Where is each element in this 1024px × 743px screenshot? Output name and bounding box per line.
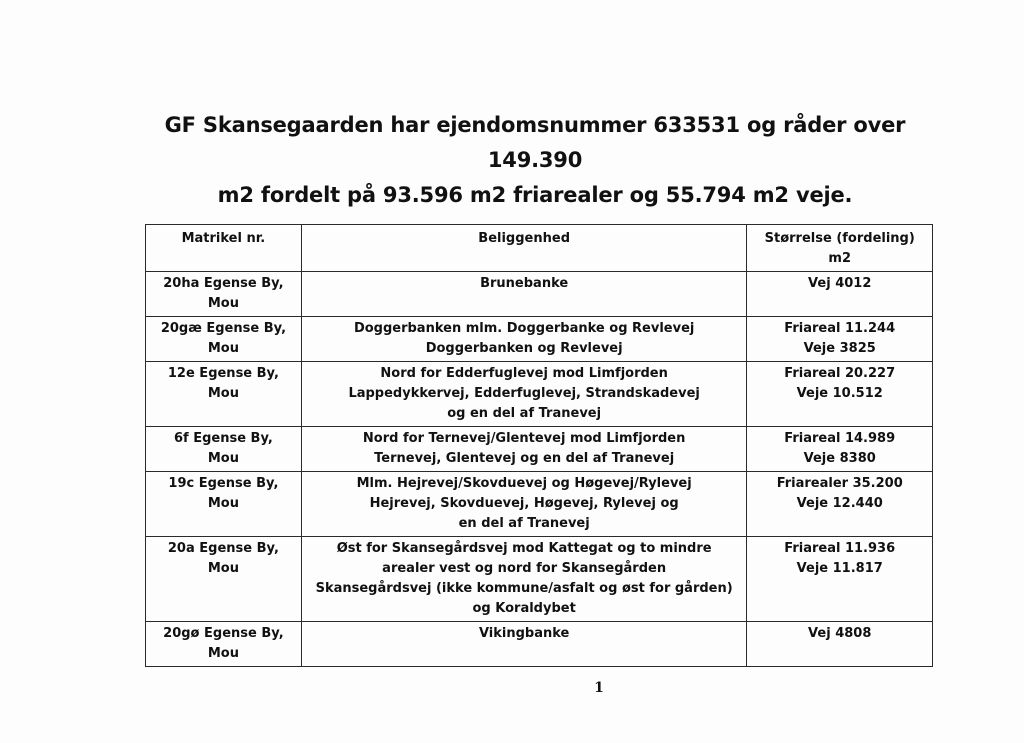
heading-line-2: m2 fordelt på 93.596 m2 friarealer og 55.794 m2 veje.	[217, 183, 853, 207]
header-stoerrelse-line-2: m2	[828, 251, 852, 266]
cell-stoerrelse	[747, 427, 933, 472]
cell-text: Mou	[207, 561, 239, 576]
header-stoerrelse	[747, 225, 933, 272]
table-row	[146, 317, 933, 362]
cell-text: 20gø Egense By,	[163, 626, 284, 641]
property-table	[145, 224, 933, 667]
cell-text: 20gæ Egense By,	[160, 321, 287, 336]
cell-text: Veje 3825	[803, 341, 876, 356]
table-header-row	[146, 225, 933, 272]
cell-text: Doggerbanken og Revlevej	[425, 341, 623, 356]
cell-text: Veje 8380	[803, 451, 876, 466]
document-heading	[140, 108, 930, 213]
cell-text: Veje 10.512	[796, 386, 883, 401]
cell-text: Friareal 20.227	[784, 366, 896, 381]
cell-text: Mou	[207, 341, 239, 356]
cell-matrikel	[146, 472, 302, 537]
cell-text: Mou	[207, 386, 239, 401]
cell-matrikel	[146, 537, 302, 622]
cell-stoerrelse	[747, 537, 933, 622]
cell-text: Mou	[207, 296, 239, 311]
cell-text: Nord for Ternevej/Glentevej mod Limfjorden	[362, 431, 686, 446]
cell-beliggenhed	[301, 472, 747, 537]
cell-matrikel	[146, 622, 302, 667]
cell-matrikel	[146, 362, 302, 427]
cell-stoerrelse	[747, 272, 933, 317]
cell-text: Skansegårdsvej (ikke kommune/asfalt og øst for gården)	[315, 581, 733, 596]
cell-beliggenhed	[301, 622, 747, 667]
header-matrikel: Matrikel nr.	[146, 225, 302, 272]
cell-stoerrelse	[747, 317, 933, 362]
header-beliggenhed: Beliggenhed	[301, 225, 747, 272]
cell-text: 6f Egense By,	[173, 431, 273, 446]
cell-text: Mlm. Hejrevej/Skovduevej og Høgevej/Rylevej	[356, 476, 692, 491]
cell-text: Brunebanke	[480, 276, 569, 291]
cell-text: Mou	[207, 451, 239, 466]
page-number: 1	[594, 680, 604, 696]
cell-matrikel	[146, 272, 302, 317]
cell-matrikel	[146, 427, 302, 472]
cell-text: Ternevej, Glentevej og en del af Tranevej	[374, 451, 675, 466]
cell-text: Øst for Skansegårdsvej mod Kattegat og to mindre	[336, 541, 712, 556]
table-row	[146, 427, 933, 472]
cell-text: Friareal 11.936	[784, 541, 896, 556]
cell-text: Doggerbanken mlm. Doggerbanke og Revlevej	[353, 321, 695, 336]
cell-text: Vej 4808	[808, 626, 872, 641]
cell-text: 19c Egense By,	[168, 476, 279, 491]
cell-text: Mou	[207, 646, 239, 661]
cell-stoerrelse	[747, 472, 933, 537]
cell-text: og en del af Tranevej	[447, 406, 602, 421]
cell-text: Veje 12.440	[796, 496, 883, 511]
cell-beliggenhed	[301, 362, 747, 427]
cell-beliggenhed	[301, 537, 747, 622]
cell-stoerrelse	[747, 362, 933, 427]
cell-beliggenhed	[301, 272, 747, 317]
cell-text: Friareal 11.244	[784, 321, 896, 336]
cell-text: 12e Egense By,	[167, 366, 279, 381]
cell-text: Mou	[207, 496, 239, 511]
table-row	[146, 272, 933, 317]
header-stoerrelse-line-1: Størrelse (fordeling)	[764, 231, 915, 246]
cell-text: Vikingbanke	[478, 626, 570, 641]
cell-text: Lappedykkervej, Edderfuglevej, Strandskadevej	[348, 386, 700, 401]
cell-text: 20a Egense By,	[167, 541, 279, 556]
cell-text: og Koraldybet	[472, 601, 576, 616]
table-row	[146, 537, 933, 622]
cell-text: en del af Tranevej	[458, 516, 590, 531]
cell-beliggenhed	[301, 317, 747, 362]
cell-text: Friareal 14.989	[784, 431, 896, 446]
table-row	[146, 472, 933, 537]
cell-matrikel	[146, 317, 302, 362]
cell-stoerrelse	[747, 622, 933, 667]
cell-text: Hejrevej, Skovduevej, Høgevej, Rylevej og	[369, 496, 679, 511]
cell-text: Friarealer 35.200	[776, 476, 903, 491]
cell-text: Nord for Edderfuglevej mod Limfjorden	[380, 366, 668, 381]
cell-text: 20ha Egense By,	[163, 276, 284, 291]
cell-beliggenhed	[301, 427, 747, 472]
table-row	[146, 362, 933, 427]
cell-text: arealer vest og nord for Skansegården	[382, 561, 667, 576]
cell-text: Veje 11.817	[796, 561, 883, 576]
table-row	[146, 622, 933, 667]
heading-line-1: GF Skansegaarden har ejendomsnummer 633531 og råder over 149.390	[164, 113, 906, 172]
cell-text: Vej 4012	[808, 276, 872, 291]
